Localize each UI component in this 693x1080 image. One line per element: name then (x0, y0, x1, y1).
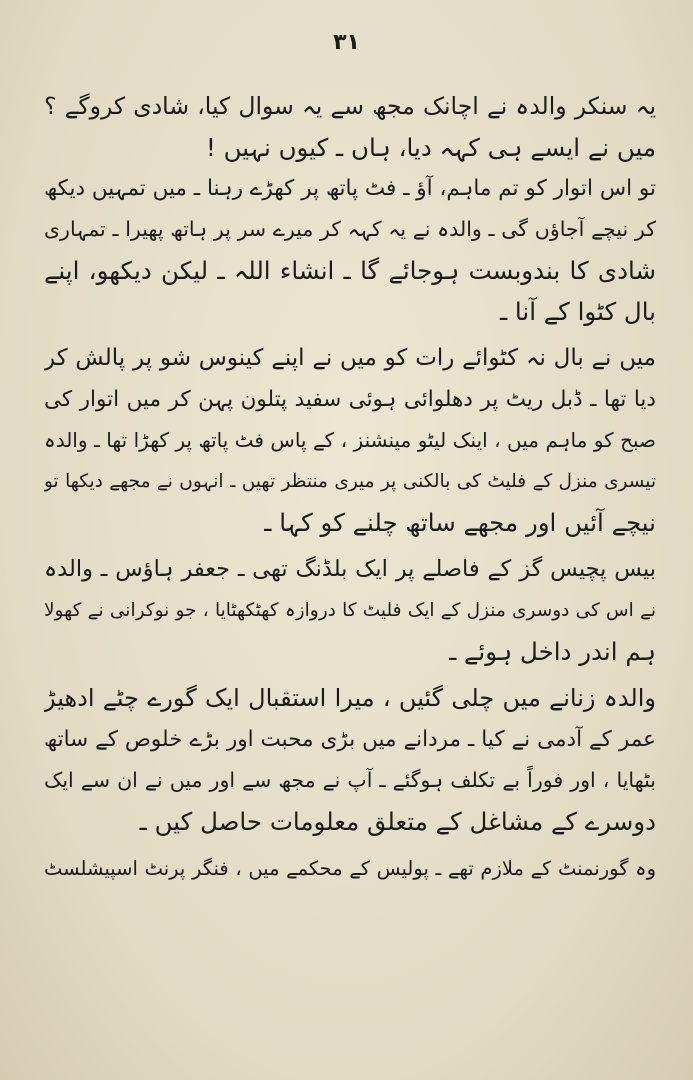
text-line: بال کٹوا کے آنا ـ (499, 297, 656, 326)
text-line: بٹھایا ، اور فوراً بے تکلف ہوگئے ـ آپ نے مجھ سے اور میں نے ان سے ایک (44, 768, 656, 792)
text-line: تیسری منزل کے فلیٹ کی بالکنی پر میری منتظر تھیں ـ انہوں نے مجھے دیکھا تو (44, 471, 656, 492)
paragraph-5 (44, 678, 656, 842)
text-line: عمر کے آدمی نے کیا ـ مردانے میں بڑی محبت اور بڑے خلوص کے ساتھ (44, 727, 656, 752)
text-line: نے اس کی دوسری منزل کے ایک فلیٹ کا دروازہ کھٹکھٹایا ، جو نوکرانی نے کھولا (44, 600, 656, 621)
text-line: بیس پچیس گز کے فاصلے پر ایک بلڈنگ تھی ـ جعفر ہاؤس ـ والدہ (44, 556, 656, 582)
paragraph-1 (44, 86, 656, 168)
text-line: دوسرے کے مشاغل کے متعلق معلومات حاصل کیں ـ (139, 807, 656, 836)
paragraph-4 (44, 549, 656, 672)
text-line: میں نے بال نہ کٹوائے رات کو میں نے اپنے کینوس شو پر پالش کر (44, 345, 656, 371)
text-line: میں نے ایسے ہی کہہ دیا، ہاں ـ کیوں نہیں ! (205, 133, 656, 162)
page-number: ۳۱ (333, 30, 360, 55)
page-body (44, 86, 656, 889)
text-line: ہم اندر داخل ہوئے ـ (449, 637, 656, 666)
text-line: صبح کو ماہم میں ، اینک لیٹو مینشنز ، کے پاس فٹ پاتھ پر کھڑا تھا ـ والدہ (44, 428, 656, 452)
text-line: دیا تھا ـ ڈبل ریٹ پر دھلوائی ہوئی سفید پتلون پہن کر میں اتوار کی (44, 387, 656, 412)
text-line: نیچے آئیں اور مجھے ساتھ چلنے کو کہا ـ (264, 508, 656, 537)
text-line: تو اس اتوار کو تم ماہم، آؤ ـ فٹ پاتھ پر کھڑے رہنا ـ میں تمہیں دیکھ (44, 176, 656, 201)
paragraph-6 (44, 848, 656, 889)
text-line: والدہ زنانے میں چلی گئیں ، میرا استقبال ایک گورے چٹے ادھیڑ (44, 684, 656, 712)
text-line: وہ گورنمنٹ کے ملازم تھے ـ پولیس کے محکمے میں ، فنگر پرنٹ اسپیشلسٹ (44, 857, 656, 880)
paragraph-2 (44, 168, 656, 332)
text-line: کر نیچے آجاؤں گی ـ والدہ نے یہ کہہ کر میرے سر پر ہاتھ پھیرا ـ تمہاری (44, 217, 656, 241)
text-line: یہ سنکر والدہ نے اچانک مجھ سے یہ سوال کیا، شادی کروگے ؟ (44, 92, 656, 120)
text-line: شادی کا بندوبست ہوجائے گا ـ انشاء اللہ ـ لیکن دیکھو، اپنے (44, 256, 656, 285)
paragraph-3 (44, 338, 656, 543)
